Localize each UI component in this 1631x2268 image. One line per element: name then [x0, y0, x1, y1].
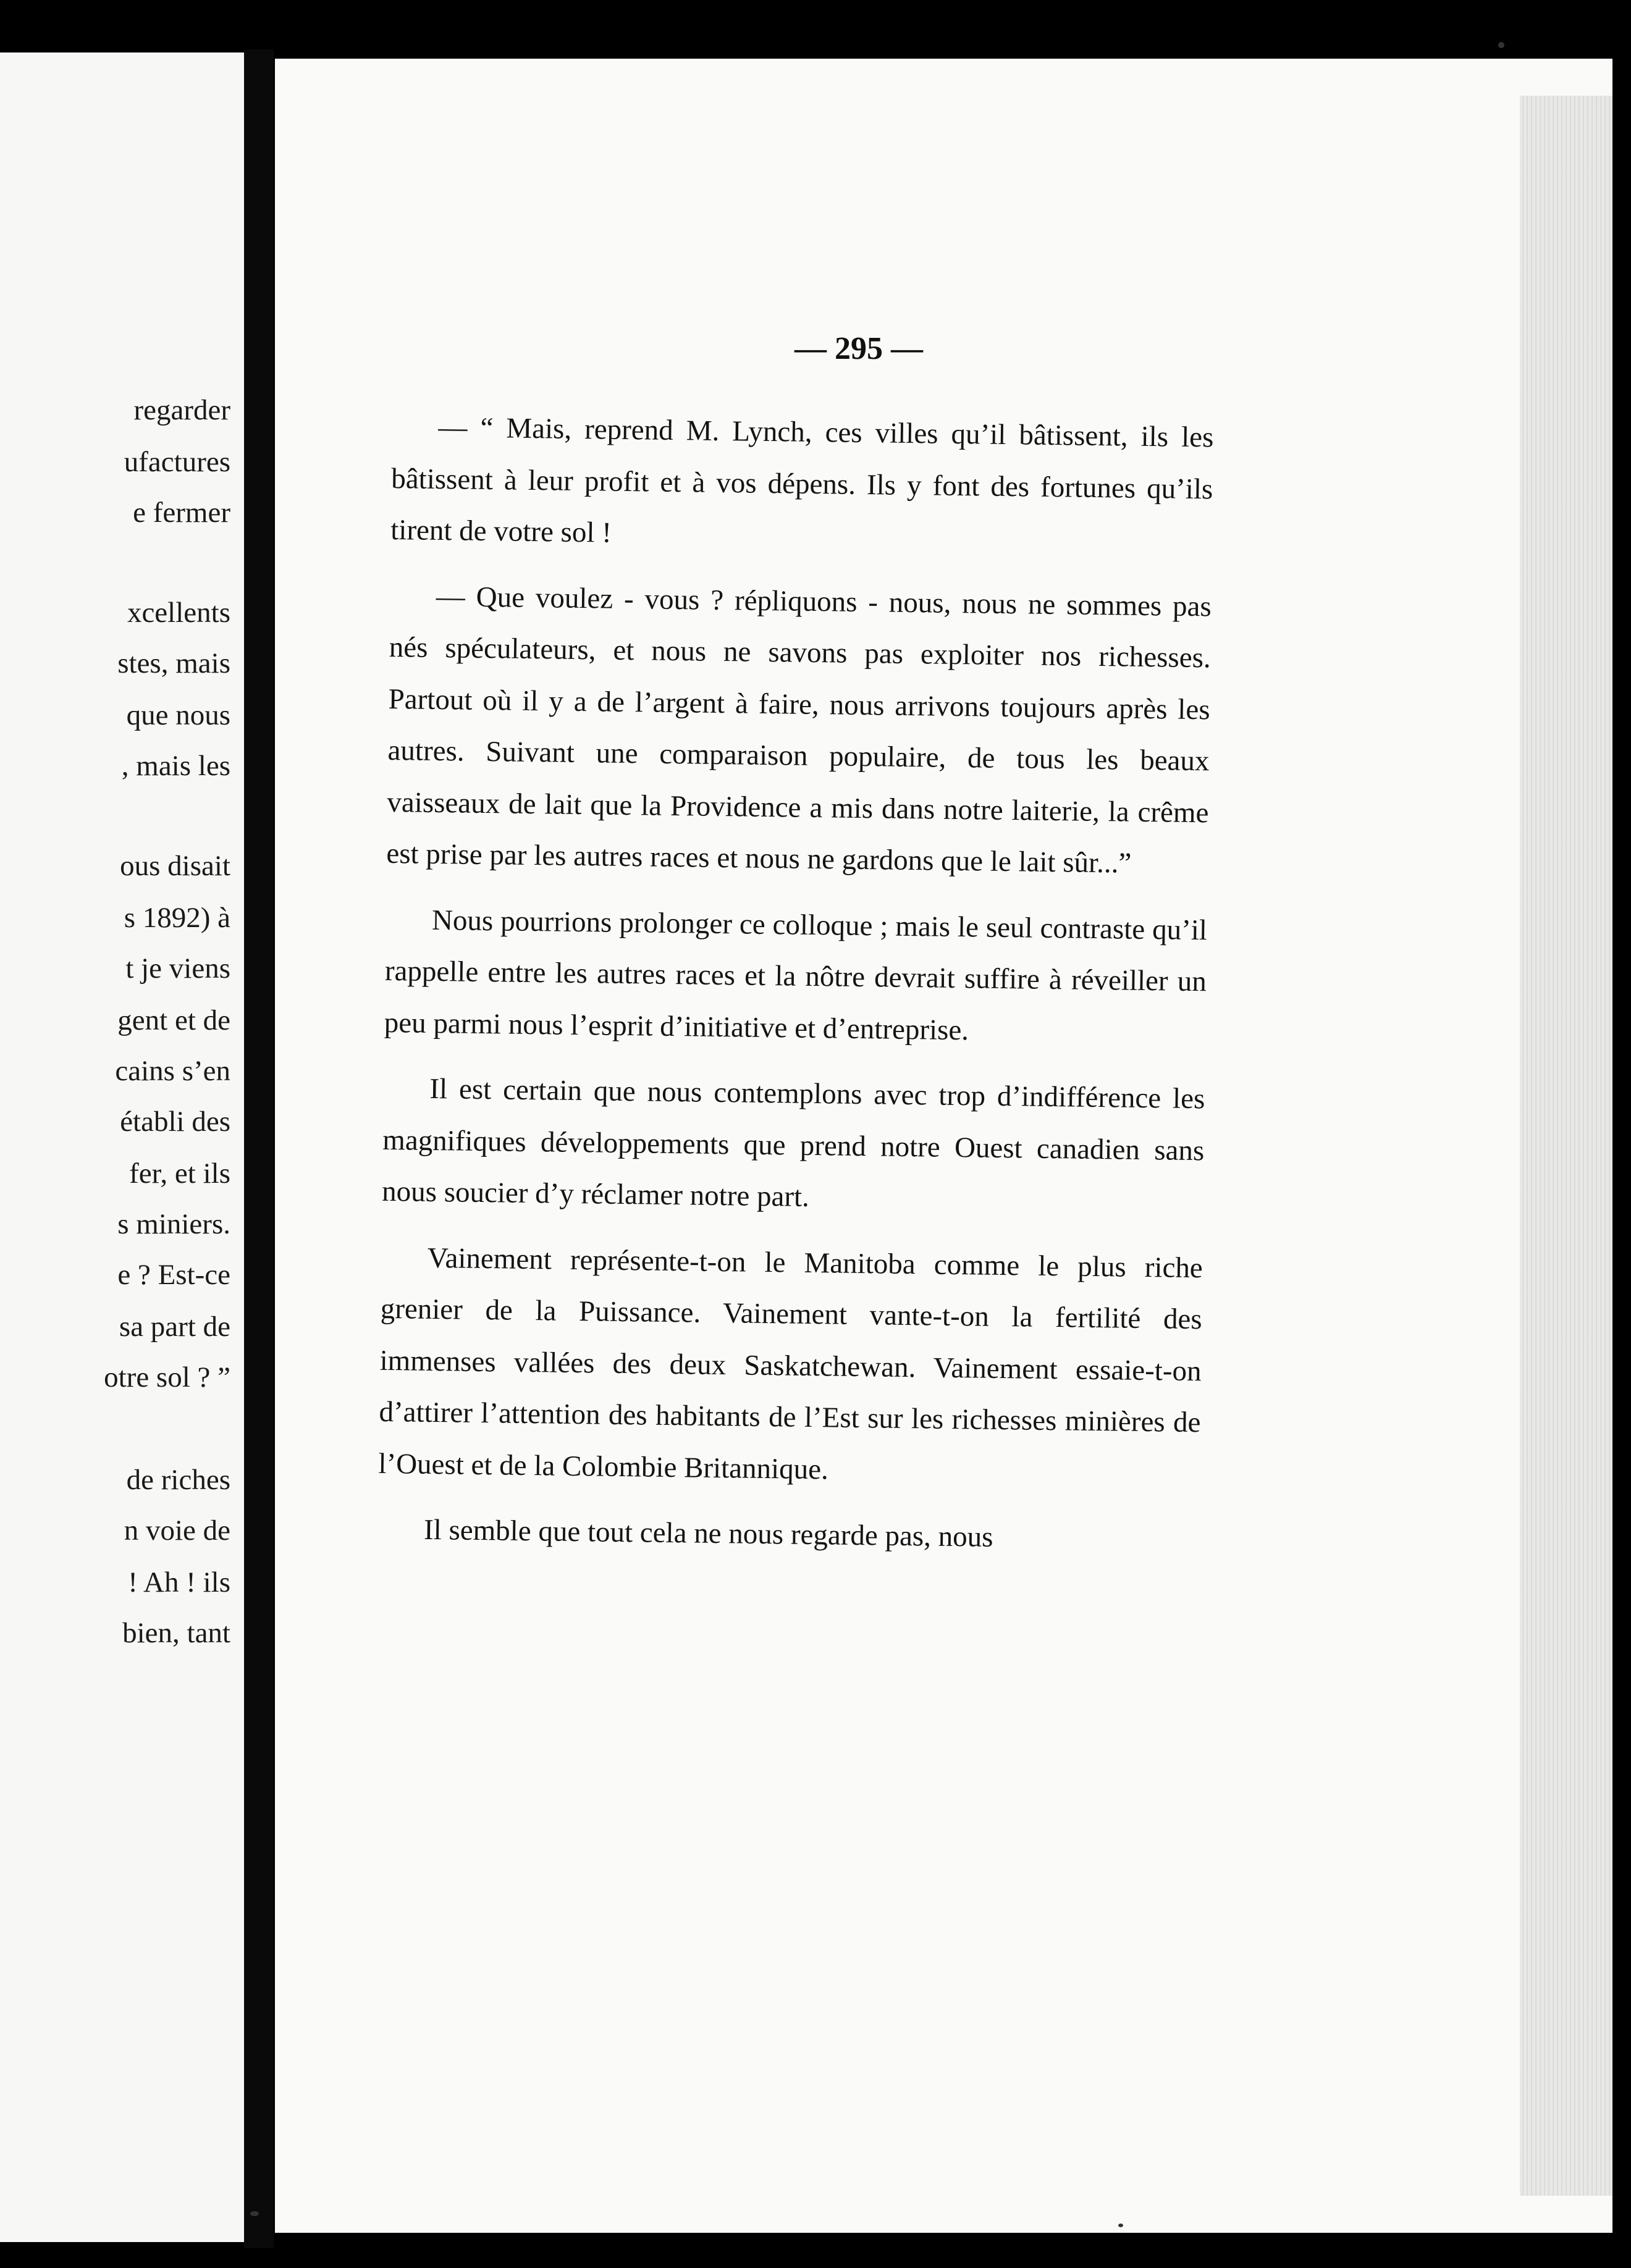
left-line: s 1892) à: [124, 902, 230, 934]
book-gutter: [244, 49, 274, 2248]
left-line: xcellents: [127, 597, 230, 629]
paragraph: — “ Mais, reprend M. Lynch, ces villes qu’il bâtissent, ils les bâtissent à leur profit et à vos dépens. Ils y font des fortunes qu’ils tirent de votre sol !: [390, 411, 1214, 549]
left-line: ous disait: [120, 850, 230, 882]
paragraph: — Que voulez - vous ? répliquons - nous, nous ne sommes pas nés spéculateurs, et nous ne savons pas exploiter nos richesses. Partout où il y a de l’argent à faire, nous arrivons toujours après les autres. Suivant une comparaison populaire, de tous les beaux vaisseaux de lait que la Providence a mis dans notre laiterie, la crême est prise par les autres races et nous ne gardons que le lait sûr...”: [386, 580, 1212, 880]
left-line: sa part de: [119, 1311, 230, 1343]
left-line: de riches: [126, 1464, 230, 1496]
left-line: fer, et ils: [129, 1157, 230, 1190]
left-line: bien, tant: [122, 1617, 230, 1649]
scan-speck: [250, 2211, 259, 2216]
page-edges: [1520, 96, 1612, 2196]
left-line: n voie de: [124, 1514, 230, 1547]
paragraph: Nous pourrions prolonger ce colloque ; mais le seul contraste qu’il rappelle entre les autres races et la nôtre devrait suffire à réveiller un peu parmi nous l’esprit d’initiative et d’entreprise.: [384, 904, 1208, 1046]
left-line: , mais les: [121, 750, 230, 782]
previous-page: [0, 52, 244, 2242]
left-line: ! Ah ! ils: [128, 1566, 230, 1598]
left-line: regarder: [133, 394, 230, 426]
scan-speck: [1118, 2224, 1123, 2227]
left-line: e fermer: [133, 497, 230, 529]
left-line: s miniers.: [117, 1208, 230, 1240]
left-line: cains s’en: [115, 1055, 230, 1087]
paragraph: Il est certain que nous contemplons avec trop d’indifférence les magnifiques développements que prend notre Ouest canadien sans nous soucier d’y réclamer notre part.: [381, 1072, 1205, 1213]
page-body: [377, 401, 1214, 1581]
left-line: gent et de: [117, 1004, 230, 1036]
page-number: — 295 —: [794, 331, 923, 366]
left-line: établi des: [120, 1106, 230, 1138]
left-line: ufactures: [124, 446, 230, 478]
left-line: stes, mais: [117, 647, 230, 679]
left-line: que nous: [126, 699, 230, 731]
paragraph: Vainement représente-t-on le Manitoba comme le plus riche grenier de la Puissance. Vainement vante-t-on la fertilité des immenses vallées des deux Saskatchewan. Vainement essaie-t-on d’attirer l’attention des habitants de l’Est sur les richesses minières de l’Ouest et de la Colombie Britannique.: [378, 1241, 1203, 1485]
left-line: t je viens: [125, 952, 230, 985]
paragraph: Il semble que tout cela ne nous regarde pas, nous: [423, 1513, 993, 1553]
left-line: otre sol ? ”: [104, 1361, 230, 1393]
left-line: e ? Est-ce: [117, 1259, 230, 1291]
current-page: [275, 59, 1612, 2233]
scan-speck: [1498, 42, 1504, 48]
